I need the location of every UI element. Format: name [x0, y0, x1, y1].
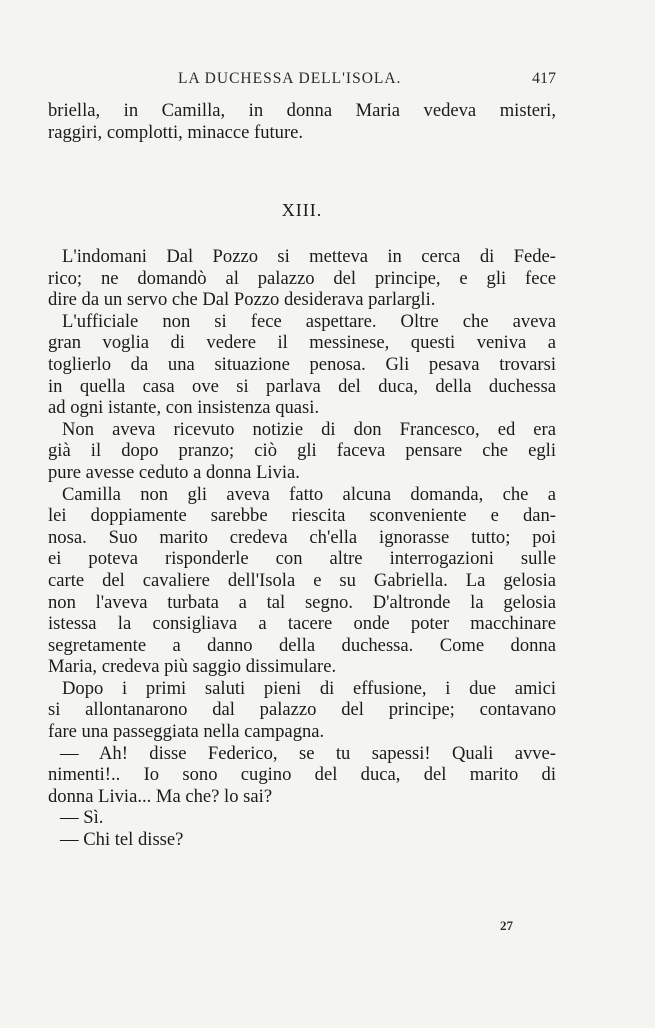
text-line: si allontanarono dal palazzo del principe; contavano	[48, 699, 556, 721]
text-line: istessa la consigliava a tacere onde poter macchinare	[48, 613, 556, 635]
text-line: fare una passeggiata nella campagna.	[48, 721, 325, 743]
text-line: rico; ne domandò al palazzo del principe, e gli fece	[48, 267, 556, 289]
text-line: pure avesse ceduto a donna Livia.	[48, 461, 300, 483]
text-line: non l'aveva turbata a tal segno. D'altronde la gelosia	[48, 591, 556, 613]
chapter-heading: XIII.	[281, 200, 323, 220]
chapter-body	[48, 246, 556, 851]
page-number: 417	[532, 70, 556, 87]
text-line: raggiri, complotti, minacce future.	[48, 121, 304, 143]
running-title: LA DUCHESSA DELL'ISOLA.	[178, 70, 402, 87]
text-line: toglierlo da una situazione penosa. Gli pesava trovarsi	[48, 353, 556, 375]
text-line: briella, in Camilla, in donna Maria vedeva misteri,	[48, 100, 556, 121]
running-head	[48, 70, 556, 94]
text-line: già il dopo pranzo; ciò gli faceva pensare che egli	[48, 440, 556, 462]
text-line: — Ah! disse Federico, se tu sapessi! Quali avve-	[60, 742, 556, 764]
opening-paragraph	[48, 100, 556, 143]
signature-mark: 27	[500, 918, 513, 933]
text-line: segretamente a danno della duchessa. Come donna	[48, 634, 556, 656]
text-line: Camilla non gli aveva fatto alcuna domanda, che a	[62, 483, 556, 505]
text-line: gran voglia di vedere il messinese, questi veniva a	[48, 332, 556, 354]
text-line: — Sì.	[60, 807, 104, 829]
text-line: Non aveva ricevuto notizie di don Francesco, ed era	[62, 418, 556, 440]
text-line: nosa. Suo marito credeva ch'ella ignorasse tutto; poi	[48, 526, 556, 548]
text-line: nimenti!.. Io sono cugino del duca, del marito di	[48, 764, 556, 786]
text-line: dire da un servo che Dal Pozzo desiderava parlargli.	[48, 289, 436, 311]
text-line: ad ogni istante, con insistenza quasi.	[48, 397, 320, 419]
text-line: lei doppiamente sarebbe riescita sconveniente e dan-	[48, 505, 556, 527]
text-line: carte del cavaliere dell'Isola e su Gabriella. La gelosia	[48, 569, 556, 591]
text-line: Maria, credeva più saggio dissimulare.	[48, 656, 337, 678]
text-line: in quella casa ove si parlava del duca, della duchessa	[48, 375, 556, 397]
text-line: L'ufficiale non si fece aspettare. Oltre che aveva	[62, 310, 556, 332]
text-line: L'indomani Dal Pozzo si metteva in cerca di Fede-	[62, 246, 556, 267]
text-line: Dopo i primi saluti pieni di effusione, i due amici	[62, 677, 556, 699]
text-line: — Chi tel disse?	[60, 829, 184, 851]
text-line: donna Livia... Ma che? lo sai?	[48, 785, 273, 807]
text-line: ei poteva risponderle con altre interrogazioni sulle	[48, 548, 556, 570]
